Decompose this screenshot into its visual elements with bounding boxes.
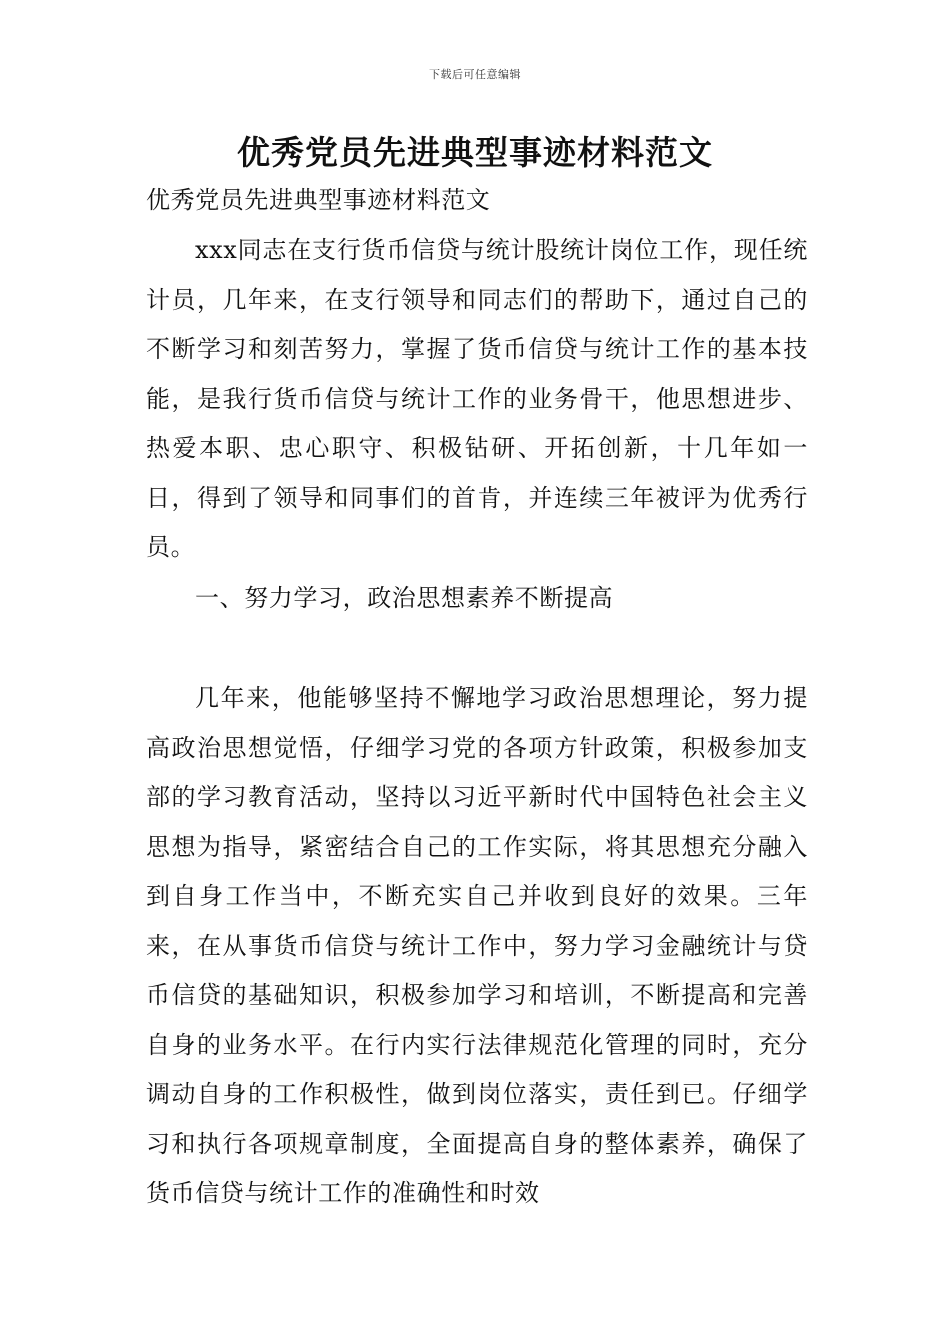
intro-paragraph: xxx同志在支行货币信贷与统计股统计岗位工作，现任统计员，几年来，在支行领导和同志们的帮助下，通过自己的不断学习和刻苦努力，掌握了货币信贷与统计工作的基本技能，是我行货币信贷与统计工作的业务骨干，他思想进步、热爱本职、忠心职守、积极钻研、开拓创新，十几年如一日，得到了领导和同事们的首肯，并连续三年被评为优秀行员。 xyxy=(146,236,808,561)
section-body-paragraph: 几年来，他能够坚持不懈地学习政治思想理论，努力提高政治思想觉悟，仔细学习党的各项方针政策，积极参加支部的学习教育活动，坚持以习近平新时代中国特色社会主义思想为指导，紧密结合自己的工作实际，将其思想充分融入到自身工作当中，不断充实自己并收到良好的效果。三年来，在从事货币信贷与统计工作中，努力学习金融统计与贷币信贷的基础知识，积极参加学习和培训，不断提高和完善自身的业务水平。在行内实行法律规范化管理的同时，充分调动自身的工作积极性，做到岗位落实，责任到已。仔细学习和执行各项规章制度，全面提高自身的整体素养，确保了货币信贷与统计工作的准确性和时效 xyxy=(146,684,808,1207)
document-title: 优秀党员先进典型事迹材料范文 xyxy=(237,133,713,172)
document-subtitle: 优秀党员先进典型事迹材料范文 xyxy=(146,186,491,214)
header-note: 下载后可任意编辑 xyxy=(429,68,521,81)
section-heading: 一、努力学习，政治思想素养不断提高 xyxy=(195,584,614,612)
